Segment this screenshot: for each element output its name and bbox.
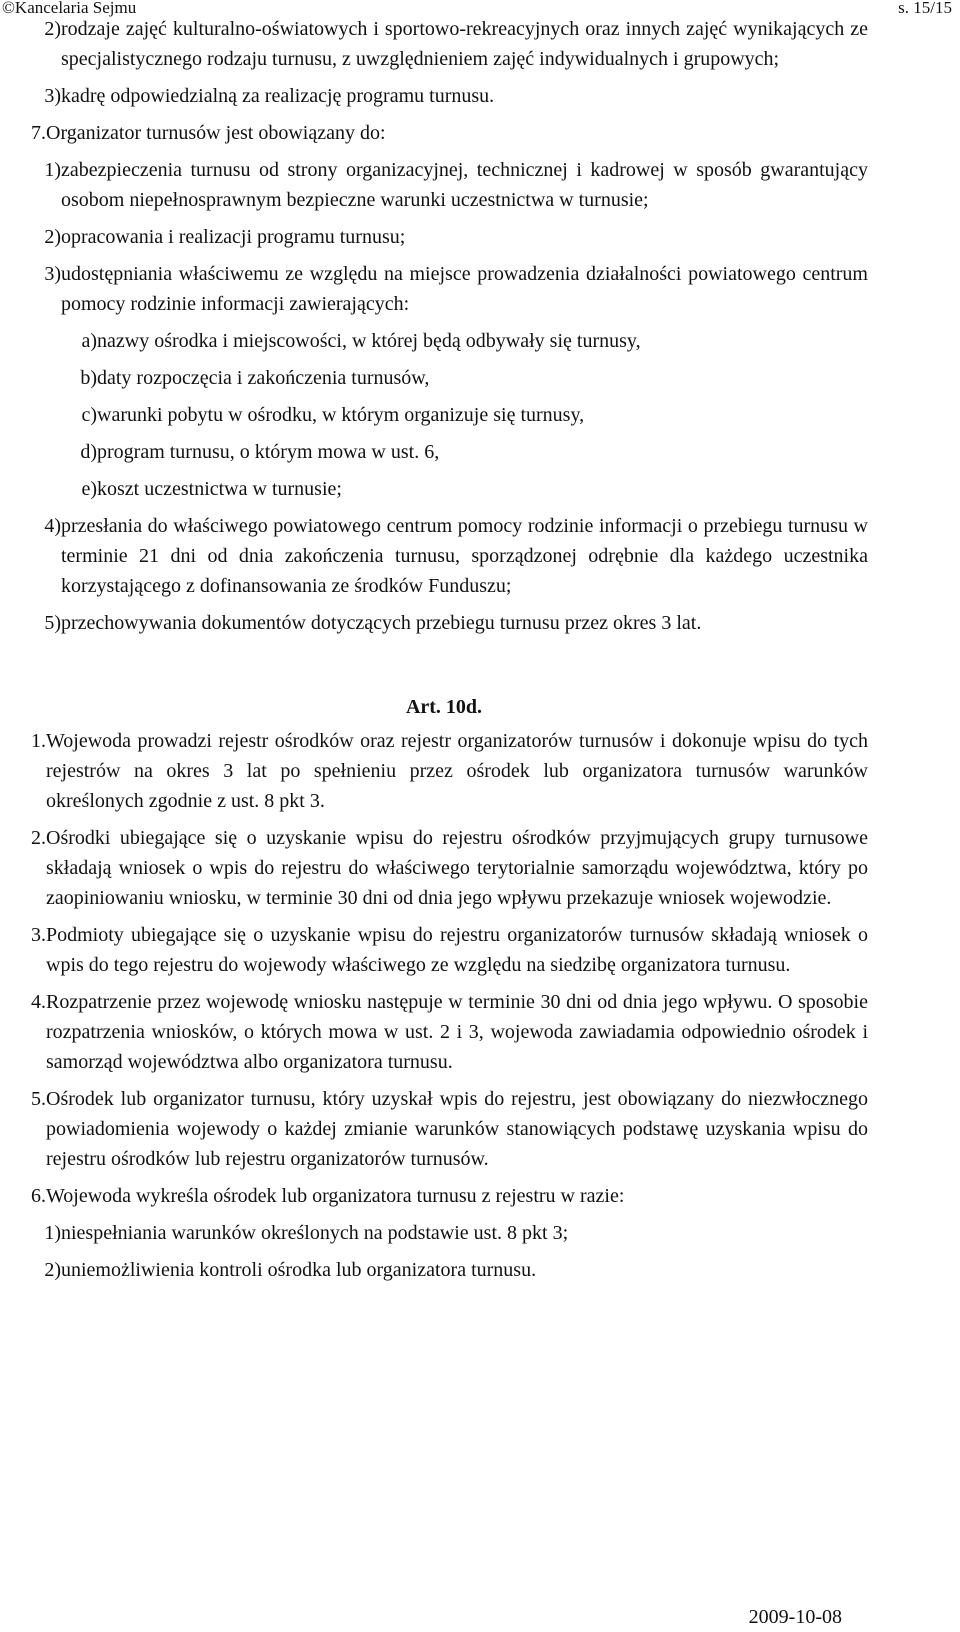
sub-list-item-letter: a) xyxy=(81,330,97,352)
list-item-number: 3) xyxy=(44,85,61,107)
article-paragraph xyxy=(20,823,868,913)
article-paragraph-number: 5. xyxy=(31,1088,46,1110)
article-paragraph xyxy=(20,1181,868,1211)
article-paragraph-text: Rozpatrzenie przez wojewodę wniosku następuje w terminie 30 dni od dnia jego wpływu. O sposobie rozpatrzenia wniosków, o których mowa w ust. 2 i 3, wojewoda zawiadamia odpowiednio ośrodek i samorząd województwa albo organizatora turnusu. xyxy=(46,991,868,1073)
sub-list-item xyxy=(20,363,868,393)
list-item-text: zabezpieczenia turnusu od strony organizacyjnej, technicznej i kadrowej w sposób gwarantujący osobom niepełnosprawnym bezpieczne warunki uczestnictwa w turnusie; xyxy=(61,159,868,211)
section-number: 7. xyxy=(31,122,46,144)
document-body xyxy=(20,14,868,1292)
list-item xyxy=(20,155,868,215)
list-item xyxy=(20,1218,868,1248)
article-paragraph-text: Wojewoda prowadzi rejestr ośrodków oraz rejestr organizatorów turnusów i dokonuje wpisu do tych rejestrów na okres 3 lat po spełnieniu przez ośrodek lub organizatora turnusów warunków określonych zgodnie z ust. 8 pkt 3. xyxy=(46,730,868,812)
list-item-text: przechowywania dokumentów dotyczących przebiegu turnusu przez okres 3 lat. xyxy=(61,612,702,634)
article-paragraph-text: Wojewoda wykreśla ośrodek lub organizatora turnusu z rejestru w razie: xyxy=(46,1185,625,1207)
list-item xyxy=(20,608,868,638)
sub-list-item-letter: d) xyxy=(80,441,97,463)
section-text: Organizator turnusów jest obowiązany do: xyxy=(46,122,386,144)
list-item-text: kadrę odpowiedzialną za realizację programu turnusu. xyxy=(61,85,495,107)
list-item-number: 5) xyxy=(44,612,61,634)
sub-list-item-text: daty rozpoczęcia i zakończenia turnusów, xyxy=(97,367,430,389)
article-paragraph xyxy=(20,920,868,980)
list-item-text: uniemożliwienia kontroli ośrodka lub organizatora turnusu. xyxy=(61,1259,537,1281)
article-paragraph-text: Podmioty ubiegające się o uzyskanie wpisu do rejestru organizatorów turnusów składają wniosek o wpis do tego rejestru do wojewody właściwego ze względu na siedzibę organizatora turnusu. xyxy=(46,924,868,976)
list-item-number: 1) xyxy=(44,159,61,181)
article-paragraph-number: 4. xyxy=(31,991,46,1013)
article-paragraph xyxy=(20,726,868,816)
sub-list-item-text: nazwy ośrodka i miejscowości, w której będą odbywały się turnusy, xyxy=(97,330,641,352)
sub-list-item-letter: e) xyxy=(81,478,97,500)
list-item-number: 2) xyxy=(44,1259,61,1281)
list-item-text: przesłania do właściwego powiatowego centrum pomocy rodzinie informacji o przebiegu turnusu w terminie 21 dni od dnia zakończenia turnusu, sporządzonej odrębnie dla każdego uczestnika korzystającego z dofinansowania ze środków Funduszu; xyxy=(61,515,868,597)
list-item-number: 3) xyxy=(44,263,61,285)
list-item xyxy=(20,81,868,111)
list-item xyxy=(20,259,868,319)
sub-list-item xyxy=(20,474,868,504)
list-item-number: 2) xyxy=(44,226,61,248)
footer-date: 2009-10-08 xyxy=(748,1606,842,1628)
list-item-number: 2) xyxy=(44,18,61,40)
header-page-number: s. 15/15 xyxy=(898,0,952,17)
header-publisher: ©Kancelaria Sejmu xyxy=(2,0,137,17)
list-item-number: 4) xyxy=(44,515,61,537)
list-item xyxy=(20,14,868,74)
sub-list-item-letter: c) xyxy=(81,404,97,426)
list-item xyxy=(20,511,868,601)
sub-list-item xyxy=(20,400,868,430)
list-item xyxy=(20,1255,868,1285)
sub-list-item-letter: b) xyxy=(80,367,97,389)
section-paragraph xyxy=(20,118,868,148)
list-item-text: opracowania i realizacji programu turnusu; xyxy=(61,226,406,248)
sub-list-item xyxy=(20,437,868,467)
list-item xyxy=(20,222,868,252)
article-paragraph-text: Ośrodki ubiegające się o uzyskanie wpisu do rejestru ośrodków przyjmujących grupy turnusowe składają wniosek o wpis do rejestru do właściwego terytorialnie samorządu województwa, który po zaopiniowaniu wniosku, w terminie 30 dni od dnia jego wpływu przekazuje wniosek wojewodzie. xyxy=(46,827,868,909)
list-item-text: niespełniania warunków określonych na podstawie ust. 8 pkt 3; xyxy=(61,1222,569,1244)
article-paragraph-number: 2. xyxy=(31,827,46,849)
sub-list-item-text: warunki pobytu w ośrodku, w którym organizuje się turnusy, xyxy=(97,404,585,426)
list-item-number: 1) xyxy=(44,1222,61,1244)
sub-list-item xyxy=(20,326,868,356)
article-paragraph xyxy=(20,987,868,1077)
article-paragraph-number: 3. xyxy=(31,924,46,946)
list-item-text: udostępniania właściwemu ze względu na miejsce prowadzenia działalności powiatowego centrum pomocy rodzinie informacji zawierających: xyxy=(61,263,868,315)
list-item-text: rodzaje zajęć kulturalno-oświatowych i sportowo-rekreacyjnych oraz innych zajęć wynikających ze specjalistycznego rodzaju turnusu, z uwzględnieniem zajęć indywidualnych i grupowych; xyxy=(61,18,868,70)
sub-list-item-text: program turnusu, o którym mowa w ust. 6, xyxy=(97,441,440,463)
article-paragraph-text: Ośrodek lub organizator turnusu, który uzyskał wpis do rejestru, jest obowiązany do niezwłocznego powiadomienia wojewody o każdej zmianie warunków stanowiących podstawę uzyskania wpisu do rejestru ośrodków lub rejestru organizatorów turnusów. xyxy=(46,1088,868,1170)
article-paragraph-number: 1. xyxy=(31,730,46,752)
article-paragraph-number: 6. xyxy=(31,1185,46,1207)
sub-list-item-text: koszt uczestnictwa w turnusie; xyxy=(97,478,342,500)
article-paragraph xyxy=(20,1084,868,1174)
article-title: Art. 10d. xyxy=(405,696,483,718)
